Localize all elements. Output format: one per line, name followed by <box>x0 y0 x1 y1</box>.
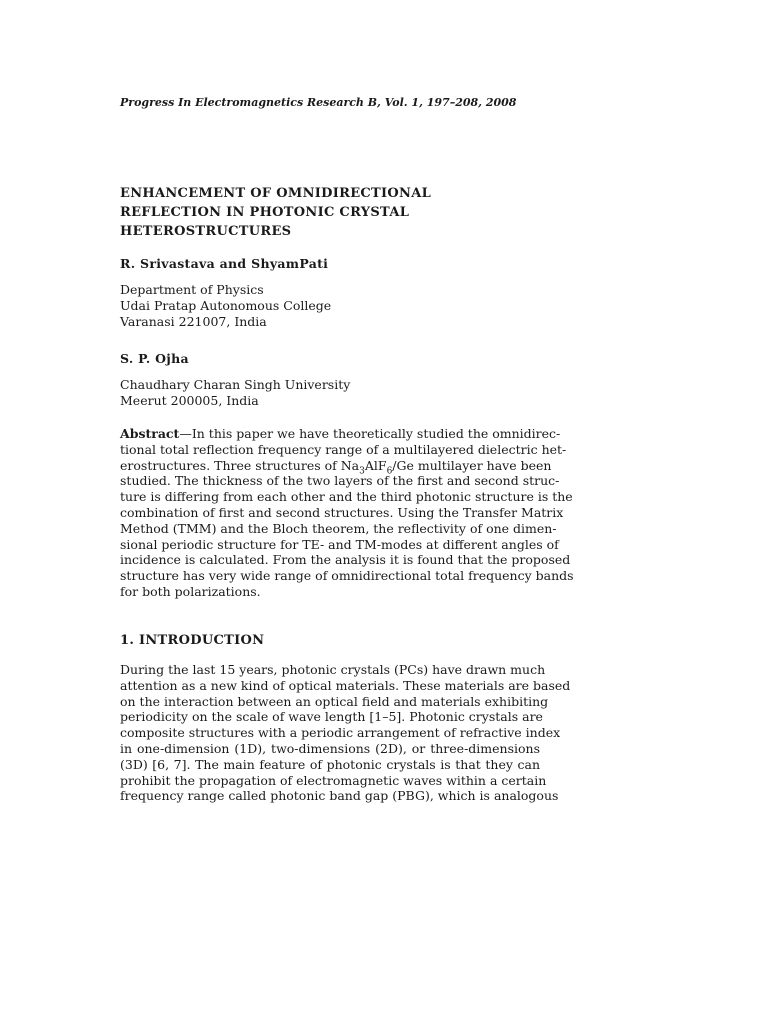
intro-line: in one-dimension (1D), two-dimensions (2D), or three-dimensions <box>120 740 540 756</box>
intro-line: attention as a new kind of optical materials. These materials are based <box>120 677 571 693</box>
abstract-line: studied. The thickness of the two layers of the first and second struc- <box>120 473 560 489</box>
abstract-line: structure has very wide range of omnidirectional total frequency bands <box>120 568 574 584</box>
abstract-line: incidence is calculated. From the analysis it is found that the proposed <box>120 552 571 568</box>
introduction-paragraph <box>120 662 571 804</box>
affiliation-line: Varanasi 221007, India <box>120 314 267 329</box>
affiliation-1 <box>120 282 331 330</box>
abstract-line: for both polarizations. <box>120 583 261 599</box>
affiliation-line: Meerut 200005, India <box>120 393 259 408</box>
intro-line: prohibit the propagation of electromagnetic waves within a certain <box>120 772 547 788</box>
title-line: HETEROSTRUCTURES <box>120 224 292 239</box>
paper-title <box>120 184 540 241</box>
section-heading: 1. INTRODUCTION <box>120 633 265 648</box>
abstract-line: erostructures. Three structures of $Na_3AlF_6/Ge$ multilayer have been <box>120 457 552 477</box>
abstract-line: sional periodic structure for TE- and TM-modes at different angles of <box>120 536 559 552</box>
intro-line: periodicity on the scale of wave length [1–5]. Photonic crystals are <box>120 709 543 725</box>
abstract-label: Abstract <box>120 426 180 441</box>
abstract <box>120 426 574 600</box>
author-group-1: R. Srivastava and ShyamPati <box>120 256 329 271</box>
intro-line: composite structures with a periodic arrangement of refractive index <box>120 725 561 741</box>
intro-line: During the last 15 years, photonic crystals (PCs) have drawn much <box>120 662 546 677</box>
journal-citation: Progress In Electromagnetics Research B, Vol. 1, 197–208, 2008 <box>120 96 517 109</box>
intro-line: frequency range called photonic band gap (PBG), which is analogous <box>120 788 559 804</box>
title-line: ENHANCEMENT OF OMNIDIRECTIONAL <box>120 186 432 201</box>
title-line: REFLECTION IN PHOTONIC CRYSTAL <box>120 205 410 220</box>
affiliation-2 <box>120 377 350 409</box>
abstract-line: tional total reflection frequency range of a multilayered dielectric het- <box>120 441 567 457</box>
abstract-line: Method (TMM) and the Bloch theorem, the reflectivity of one dimen- <box>120 520 557 536</box>
affiliation-line: Chaudhary Charan Singh University <box>120 377 351 392</box>
abstract-line: combination of first and second structures. Using the Transfer Matrix <box>120 504 564 520</box>
abstract-text: —In this paper we have theoretically studied the omnidirec- <box>179 426 561 441</box>
author-group-2: S. P. Ojha <box>120 351 189 366</box>
affiliation-line: Udai Pratap Autonomous College <box>120 298 332 313</box>
intro-line: (3D) [6, 7]. The main feature of photonic crystals is that they can <box>120 756 540 772</box>
abstract-line <box>120 426 561 442</box>
intro-line: on the interaction between an optical field and materials exhibiting <box>120 693 549 709</box>
affiliation-line: Department of Physics <box>120 282 264 297</box>
abstract-line: ture is differing from each other and the third photonic structure is the <box>120 489 573 505</box>
